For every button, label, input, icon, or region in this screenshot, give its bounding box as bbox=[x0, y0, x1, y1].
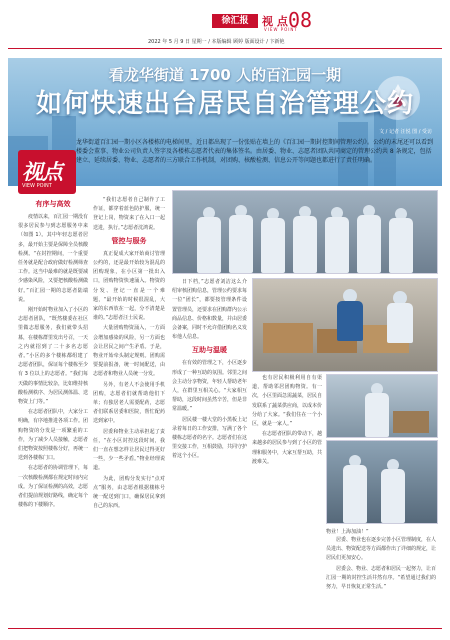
paragraph: 真正促成大家开始商讨管理公约的，还是最开始较为混乱的团购现象，在小区第一批出入口，团购物资快速涌入。物资的分发、登记一直是一个难题，“最开始的时候很混乱，大家的东西放在一起，分不清楚是谁的。”志愿者汪士民说。 bbox=[93, 250, 165, 322]
paragraph: 也有居民积极利用自有渠道，帮助邻居团购物资。有一次，小区里面急需蔬菜，居民自发联系了蔬菜供应商，以成本价分给了大家。“我们住在一个小区，就是一家人。” bbox=[252, 375, 322, 428]
paragraph: 为此，团购分发实行“点对点”服务，由志愿者根据楼栋号统一配送到门口，确保居民拿到自己的东西。 bbox=[93, 475, 165, 510]
article-column-2 bbox=[93, 196, 165, 624]
section-heading: 管控与服务 bbox=[111, 236, 147, 245]
section-title: 视 点 bbox=[262, 15, 288, 28]
footer-divider bbox=[8, 628, 442, 629]
lead-paragraph: 龙华街道百汇园一期小区各楼栋的电梯间里，近日都出现了一份张贴在墙上的《百汇园一期封控期间管理公约》。公约的末尾还可以看到楼委会董事、物业公司负责人签字及各楼栋志愿者代表的集体签名。由居委、物业、志愿者团队共同商定的管理公约共 8 条规定，包括建立、延续居委、物业、志愿者的三方联合工作机制，对团购、核酸检测、信息公开等问题也都进行了责任明确。 bbox=[76, 139, 434, 164]
photo-residents-corridor bbox=[326, 440, 438, 524]
brand-logo: 徐汇报 bbox=[212, 14, 258, 28]
paragraph: “我们志愿者自己制作了工作证，都穿着蓝色防护服，统一登记上岗，物资来了在入口一起送进，执行。”志愿者沈鸿说。 bbox=[93, 197, 165, 231]
paragraph: 在有效的管理之下，小区逐步形成了一种互助的氛围。邻里之间会主动分享物资，年轻人帮助老年人，在群里互相关心。“大家相互帮助，这段时间虽然辛苦，但是非常温暖。” bbox=[172, 360, 247, 413]
paragraph: 日下档，”志愿者刘洁这么介绍审核团购信息，管理公约要求每一位“团长”，都要按管理条件设置管理员，还要求在团购群内公示商品信息、价格和数量，并由居委会备案，同时不允许借团购名义发布他人信息。 bbox=[172, 279, 247, 341]
kicker-title: 看龙华街道 1700 人的百汇园一期 bbox=[108, 66, 342, 84]
section-heading: 有序与高效 bbox=[35, 200, 71, 208]
photo-volunteers-group bbox=[172, 190, 438, 274]
paragraph: 在志愿者团队中，大家分工明确，有序地推进各项工作。团购物资的分发是一项繁重的工作，为了减少人员接触，志愿者们把物资按照楼栋分好，再统一送到各楼栋门口。 bbox=[18, 409, 88, 462]
headline: 如何快速出台居民自治管理公约 bbox=[35, 89, 414, 119]
photo-volunteer-at-work bbox=[326, 374, 438, 438]
article-column-4 bbox=[252, 374, 322, 624]
article-column-1 bbox=[18, 196, 88, 624]
viewpoint-logo: 视点 VIEW POINT bbox=[18, 150, 76, 194]
paragraph: 另外，有老人不会使用手机团购，志愿者们就帮助他们下单；有独居老人需要配药，志愿者们联系居委和医院，帮忙配药送到家中。 bbox=[93, 381, 165, 425]
article-column-3 bbox=[172, 278, 247, 624]
article-column-5 bbox=[326, 528, 436, 624]
paragraph: 居委会、物业、志愿者和居民一起努力，让百汇园一期的封控生活井然有序。“希望通过我们的努力，早日恢复正常生活。” bbox=[326, 565, 436, 591]
masthead-divider bbox=[8, 48, 442, 49]
paragraph: 刚开始时物业加入了小区的志愿者团队，“既然楼委在社区里做志愿服务，我们就带头招募，在楼栋群里发出号召，一天之内就招到了二十多名志愿者。”小区的多个楼栋都组建了志愿者团队，保证每个楼栋至少有 3 位以上的志愿者。“我们每天做的事情比较杂，比如维持核酸检测秩序、为居民测体温、送物资上门等。” bbox=[18, 307, 88, 406]
masthead bbox=[0, 0, 450, 52]
byline: 文 / 记者 汪悦 图 / 受访 bbox=[379, 129, 432, 135]
paragraph: 居委和物业主动承担起了责任，“在小区封控这段时间，我们一直在想怎样让居民过得更好一些，少一些矛盾。”物业经理说道。 bbox=[93, 428, 165, 472]
photo-caption: 物业！上海加油！” bbox=[326, 529, 369, 535]
paragraph: 在志愿者团队的带动下，越来越多的居民参与到了小区的管理和服务中，大家互帮互助，共渡难关。 bbox=[252, 431, 322, 465]
paragraph: 大量团购物资涌入，一方面会增加感染的风险，另一方面也会让居民之间产生矛盾。于是，物业开始牵头制定规则。团购需要提前报备，统一时间配送，由志愿者和物业人员统一分发。 bbox=[93, 325, 165, 378]
paragraph: 疫情以来，百汇园一期没有很多居民参与到志愿服务中来（如图 1）。其中年轻志愿者居多，最开始主要是保障全员核酸检测。“在封控期间，一个重要任务就是配合政府做好检测筛查工作。这当中最难的就是既要减少感染风险，又要把核酸检测做好。”百汇园一期的志愿者陆端说。 bbox=[18, 214, 88, 303]
section-heading: 互助与温暖 bbox=[192, 346, 227, 355]
dateline: 2022 年 5 月 9 日 星期一 / 本版编辑 顾婷 版面设计 / 卞新艳 bbox=[148, 39, 285, 45]
section-subtitle: VIEW POINT bbox=[264, 27, 298, 32]
paragraph: 居民楼一楼大堂的小黑板上记录着每日的工作安排，写满了各个楼栋志愿者的名字。志愿者们在这里交接工作，互相鼓励，共同守护着这个小区。 bbox=[172, 416, 247, 460]
photo-supply-distribution bbox=[252, 278, 438, 372]
page-number: 08 bbox=[288, 8, 313, 32]
paragraph: 居委、物业也在逐步完善小区管理制度，在人员进出、物资配送等方面都作出了详细的规定，让居民们更加安心。 bbox=[326, 537, 436, 562]
paragraph: 在志愿者的协调管理下，每一次核酸检测都在规定时间内完成。为了保证检测的高效，志愿者们提前规划好路线，确定每个楼栋的下楼顺序。 bbox=[18, 465, 88, 509]
